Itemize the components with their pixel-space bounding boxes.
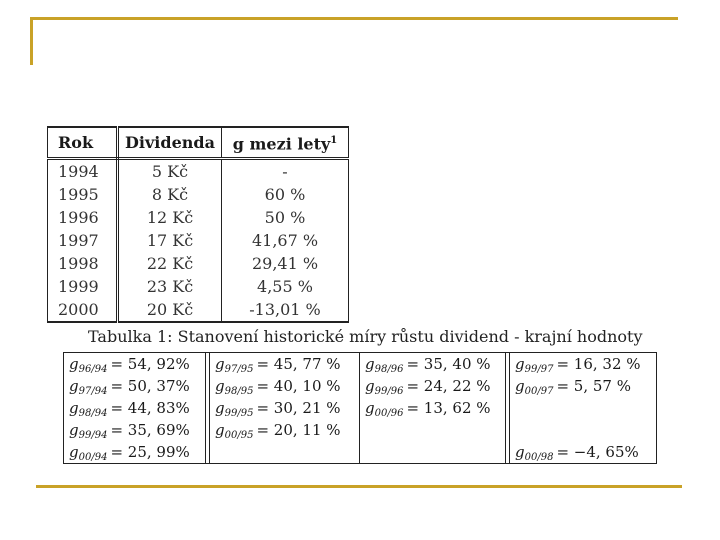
growth-rate-cell bbox=[69, 353, 205, 375]
dividend-cell: 22 Kč bbox=[118, 252, 222, 275]
table-row bbox=[48, 252, 349, 275]
growth-value: = 44, 83% bbox=[110, 399, 190, 417]
growth-value: = 35, 69% bbox=[110, 421, 190, 439]
header-growth bbox=[222, 127, 349, 159]
growth-column-from-1997-1998 bbox=[515, 353, 651, 463]
header-year: Rok bbox=[48, 127, 118, 159]
growth-rates-table bbox=[63, 352, 657, 464]
growth-symbol: g bbox=[215, 399, 225, 417]
growth-symbol: g bbox=[215, 421, 225, 439]
table-row bbox=[48, 229, 349, 252]
growth-table-rule bbox=[359, 353, 360, 463]
growth-symbol: g bbox=[69, 443, 79, 461]
growth-value: = 25, 99% bbox=[110, 443, 190, 461]
growth-rate-cell bbox=[215, 419, 355, 441]
header-footnote-mark: 1 bbox=[330, 135, 338, 147]
slide-frame-left-line bbox=[30, 17, 33, 65]
year-cell: 1996 bbox=[48, 206, 118, 229]
growth-table-rule bbox=[205, 353, 206, 463]
growth-subscript: 97/95 bbox=[224, 364, 254, 375]
growth-symbol: g bbox=[515, 443, 525, 461]
header-dividend: Dividenda bbox=[118, 127, 222, 159]
growth-subscript: 97/94 bbox=[78, 386, 108, 397]
growth-rate-cell bbox=[365, 353, 501, 375]
growth-rate-cell bbox=[215, 375, 355, 397]
table-row bbox=[48, 183, 349, 206]
dividend-cell: 5 Kč bbox=[118, 159, 222, 184]
dividend-cell: 12 Kč bbox=[118, 206, 222, 229]
growth-rate-cell bbox=[69, 375, 205, 397]
growth-rate-cell bbox=[365, 375, 501, 397]
growth-rate-cell bbox=[515, 419, 651, 441]
growth-rate-cell bbox=[69, 441, 205, 463]
table-caption: Tabulka 1: Stanovení historické míry růstu dividend - krajní hodnoty bbox=[88, 327, 643, 346]
growth-rate-cell bbox=[515, 397, 651, 419]
growth-rate-cell bbox=[515, 375, 651, 397]
year-cell: 1997 bbox=[48, 229, 118, 252]
growth-rate-cell bbox=[69, 419, 205, 441]
growth-rate-cell bbox=[515, 353, 651, 375]
growth-subscript: 00/95 bbox=[224, 430, 254, 441]
growth-rate-cell bbox=[365, 397, 501, 419]
growth-value: = 30, 21 % bbox=[256, 399, 341, 417]
growth-cell: 4,55 % bbox=[222, 275, 349, 298]
growth-value: = 20, 11 % bbox=[256, 421, 341, 439]
header-growth-text: g mezi lety bbox=[232, 134, 331, 154]
growth-subscript: 00/97 bbox=[524, 386, 554, 397]
table-row bbox=[48, 298, 349, 322]
dividend-cell: 8 Kč bbox=[118, 183, 222, 206]
growth-symbol: g bbox=[365, 377, 375, 395]
growth-rate-cell bbox=[69, 397, 205, 419]
growth-subscript: 99/96 bbox=[374, 386, 404, 397]
slide-frame-bottom-line bbox=[36, 485, 682, 488]
growth-value: = 35, 40 % bbox=[406, 355, 491, 373]
growth-cell: 29,41 % bbox=[222, 252, 349, 275]
dividend-cell: 17 Kč bbox=[118, 229, 222, 252]
growth-value: = 40, 10 % bbox=[256, 377, 341, 395]
growth-symbol: g bbox=[215, 377, 225, 395]
growth-subscript: 99/97 bbox=[524, 364, 554, 375]
dividend-cell: 20 Kč bbox=[118, 298, 222, 322]
growth-value: = 24, 22 % bbox=[406, 377, 491, 395]
dividend-table bbox=[47, 126, 349, 323]
growth-subscript: 00/98 bbox=[524, 452, 554, 463]
growth-column-from-1995 bbox=[215, 353, 355, 463]
growth-value: = 54, 92% bbox=[110, 355, 190, 373]
growth-symbol: g bbox=[515, 355, 525, 373]
year-cell: 1998 bbox=[48, 252, 118, 275]
growth-subscript: 98/95 bbox=[224, 386, 254, 397]
growth-subscript: 98/94 bbox=[78, 408, 108, 419]
growth-table-rule bbox=[505, 353, 506, 463]
year-cell: 1994 bbox=[48, 159, 118, 184]
growth-subscript: 98/96 bbox=[374, 364, 404, 375]
growth-symbol: g bbox=[69, 377, 79, 395]
slide-frame-top-line bbox=[30, 17, 678, 20]
growth-subscript: 96/94 bbox=[78, 364, 108, 375]
growth-cell: -13,01 % bbox=[222, 298, 349, 322]
table-row bbox=[48, 275, 349, 298]
table-header-row bbox=[48, 127, 349, 159]
growth-table-rule bbox=[63, 353, 64, 463]
growth-table-rule bbox=[509, 353, 510, 463]
growth-column-from-1996 bbox=[365, 353, 501, 463]
growth-value: = −4, 65% bbox=[556, 443, 639, 461]
growth-column-from-1994 bbox=[69, 353, 205, 463]
growth-table-rule bbox=[656, 353, 657, 463]
growth-symbol: g bbox=[69, 399, 79, 417]
growth-value: = 50, 37% bbox=[110, 377, 190, 395]
growth-table-rule bbox=[209, 353, 210, 463]
growth-cell: - bbox=[222, 159, 349, 184]
dividend-cell: 23 Kč bbox=[118, 275, 222, 298]
growth-symbol: g bbox=[69, 421, 79, 439]
table-row bbox=[48, 206, 349, 229]
table-row bbox=[48, 159, 349, 184]
growth-subscript: 00/94 bbox=[78, 452, 108, 463]
growth-cell: 50 % bbox=[222, 206, 349, 229]
growth-symbol: g bbox=[365, 399, 375, 417]
growth-value: = 45, 77 % bbox=[256, 355, 341, 373]
growth-subscript: 00/96 bbox=[374, 408, 404, 419]
growth-rate-cell bbox=[215, 397, 355, 419]
growth-rate-cell bbox=[215, 353, 355, 375]
growth-value: = 13, 62 % bbox=[406, 399, 491, 417]
growth-cell: 60 % bbox=[222, 183, 349, 206]
year-cell: 1995 bbox=[48, 183, 118, 206]
year-cell: 2000 bbox=[48, 298, 118, 322]
growth-symbol: g bbox=[365, 355, 375, 373]
year-cell: 1999 bbox=[48, 275, 118, 298]
growth-subscript: 99/95 bbox=[224, 408, 254, 419]
growth-rate-cell bbox=[515, 441, 651, 463]
growth-cell: 41,67 % bbox=[222, 229, 349, 252]
growth-symbol: g bbox=[69, 355, 79, 373]
growth-value: = 5, 57 % bbox=[556, 377, 631, 395]
growth-symbol: g bbox=[215, 355, 225, 373]
growth-subscript: 99/94 bbox=[78, 430, 108, 441]
growth-symbol: g bbox=[515, 377, 525, 395]
growth-value: = 16, 32 % bbox=[556, 355, 641, 373]
